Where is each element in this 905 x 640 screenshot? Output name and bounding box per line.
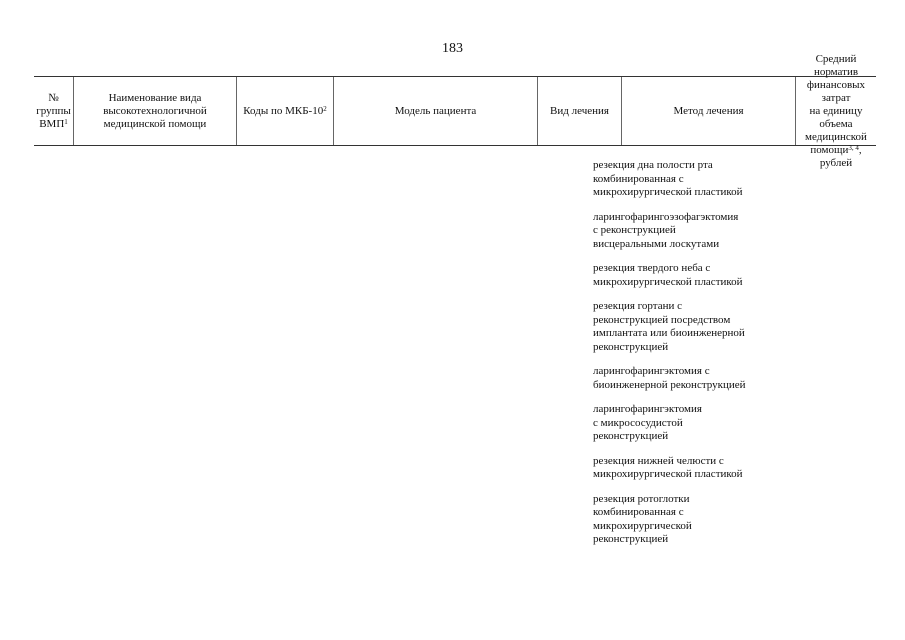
treatment-method-item: резекция дна полости рта комбинированная с микрохирургической пластикой [593, 159, 743, 198]
header-group-number [34, 77, 74, 145]
header-treatment-method [622, 77, 796, 145]
treatment-method-item: ларингофарингэктомия с микрососудистой реконструкцией [593, 403, 702, 442]
header-icd-codes-text: Коды по МКБ-10 [243, 104, 324, 117]
header-treatment-method-text: Метод лечения [673, 104, 744, 117]
treatment-method-item: резекция твердого неба с микрохирургической пластикой [593, 262, 743, 288]
header-icd-codes [237, 77, 334, 145]
header-average-cost-text: Средний норматив финансовых затрат на единицу объема медицинской помощи [805, 52, 867, 156]
header-patient-model [334, 77, 538, 145]
treatment-method-item: резекция гортани с реконструкцией посредством имплантата или биоинженерной реконструкцией [593, 300, 745, 353]
treatment-methods-list [593, 159, 761, 558]
header-care-type-name-text: Наименование вида высокотехнологичной медицинской помощи [103, 91, 207, 130]
treatment-method-item: ларингофарингоэзофагэктомия с реконструкцией висцеральными лоскутами [593, 210, 739, 250]
header-patient-model-text: Модель пациента [394, 104, 477, 117]
footnote-1: 1 [64, 117, 68, 126]
treatment-method-item: резекция нижней челюсти с микрохирургической пластикой [593, 454, 743, 480]
header-care-type-name [74, 77, 237, 145]
table-header [34, 52, 876, 169]
header-treatment-type-text: Вид лечения [550, 104, 609, 117]
footnote-2: 2 [323, 104, 327, 113]
footnote-3-4: 3, 4 [848, 143, 859, 152]
treatment-method-item: резекция ротоглотки комбинированная с микрохирургической реконструкцией [593, 492, 692, 545]
header-average-cost-suffix: , рублей [819, 143, 862, 169]
header-group-number-text: № группы ВМП [36, 91, 71, 130]
header-average-cost [796, 52, 876, 169]
treatment-method-item: ларингофарингэктомия с биоинженерной реконструкцией [593, 365, 746, 391]
header-treatment-type [538, 77, 622, 145]
page-number: 183 [442, 41, 463, 56]
